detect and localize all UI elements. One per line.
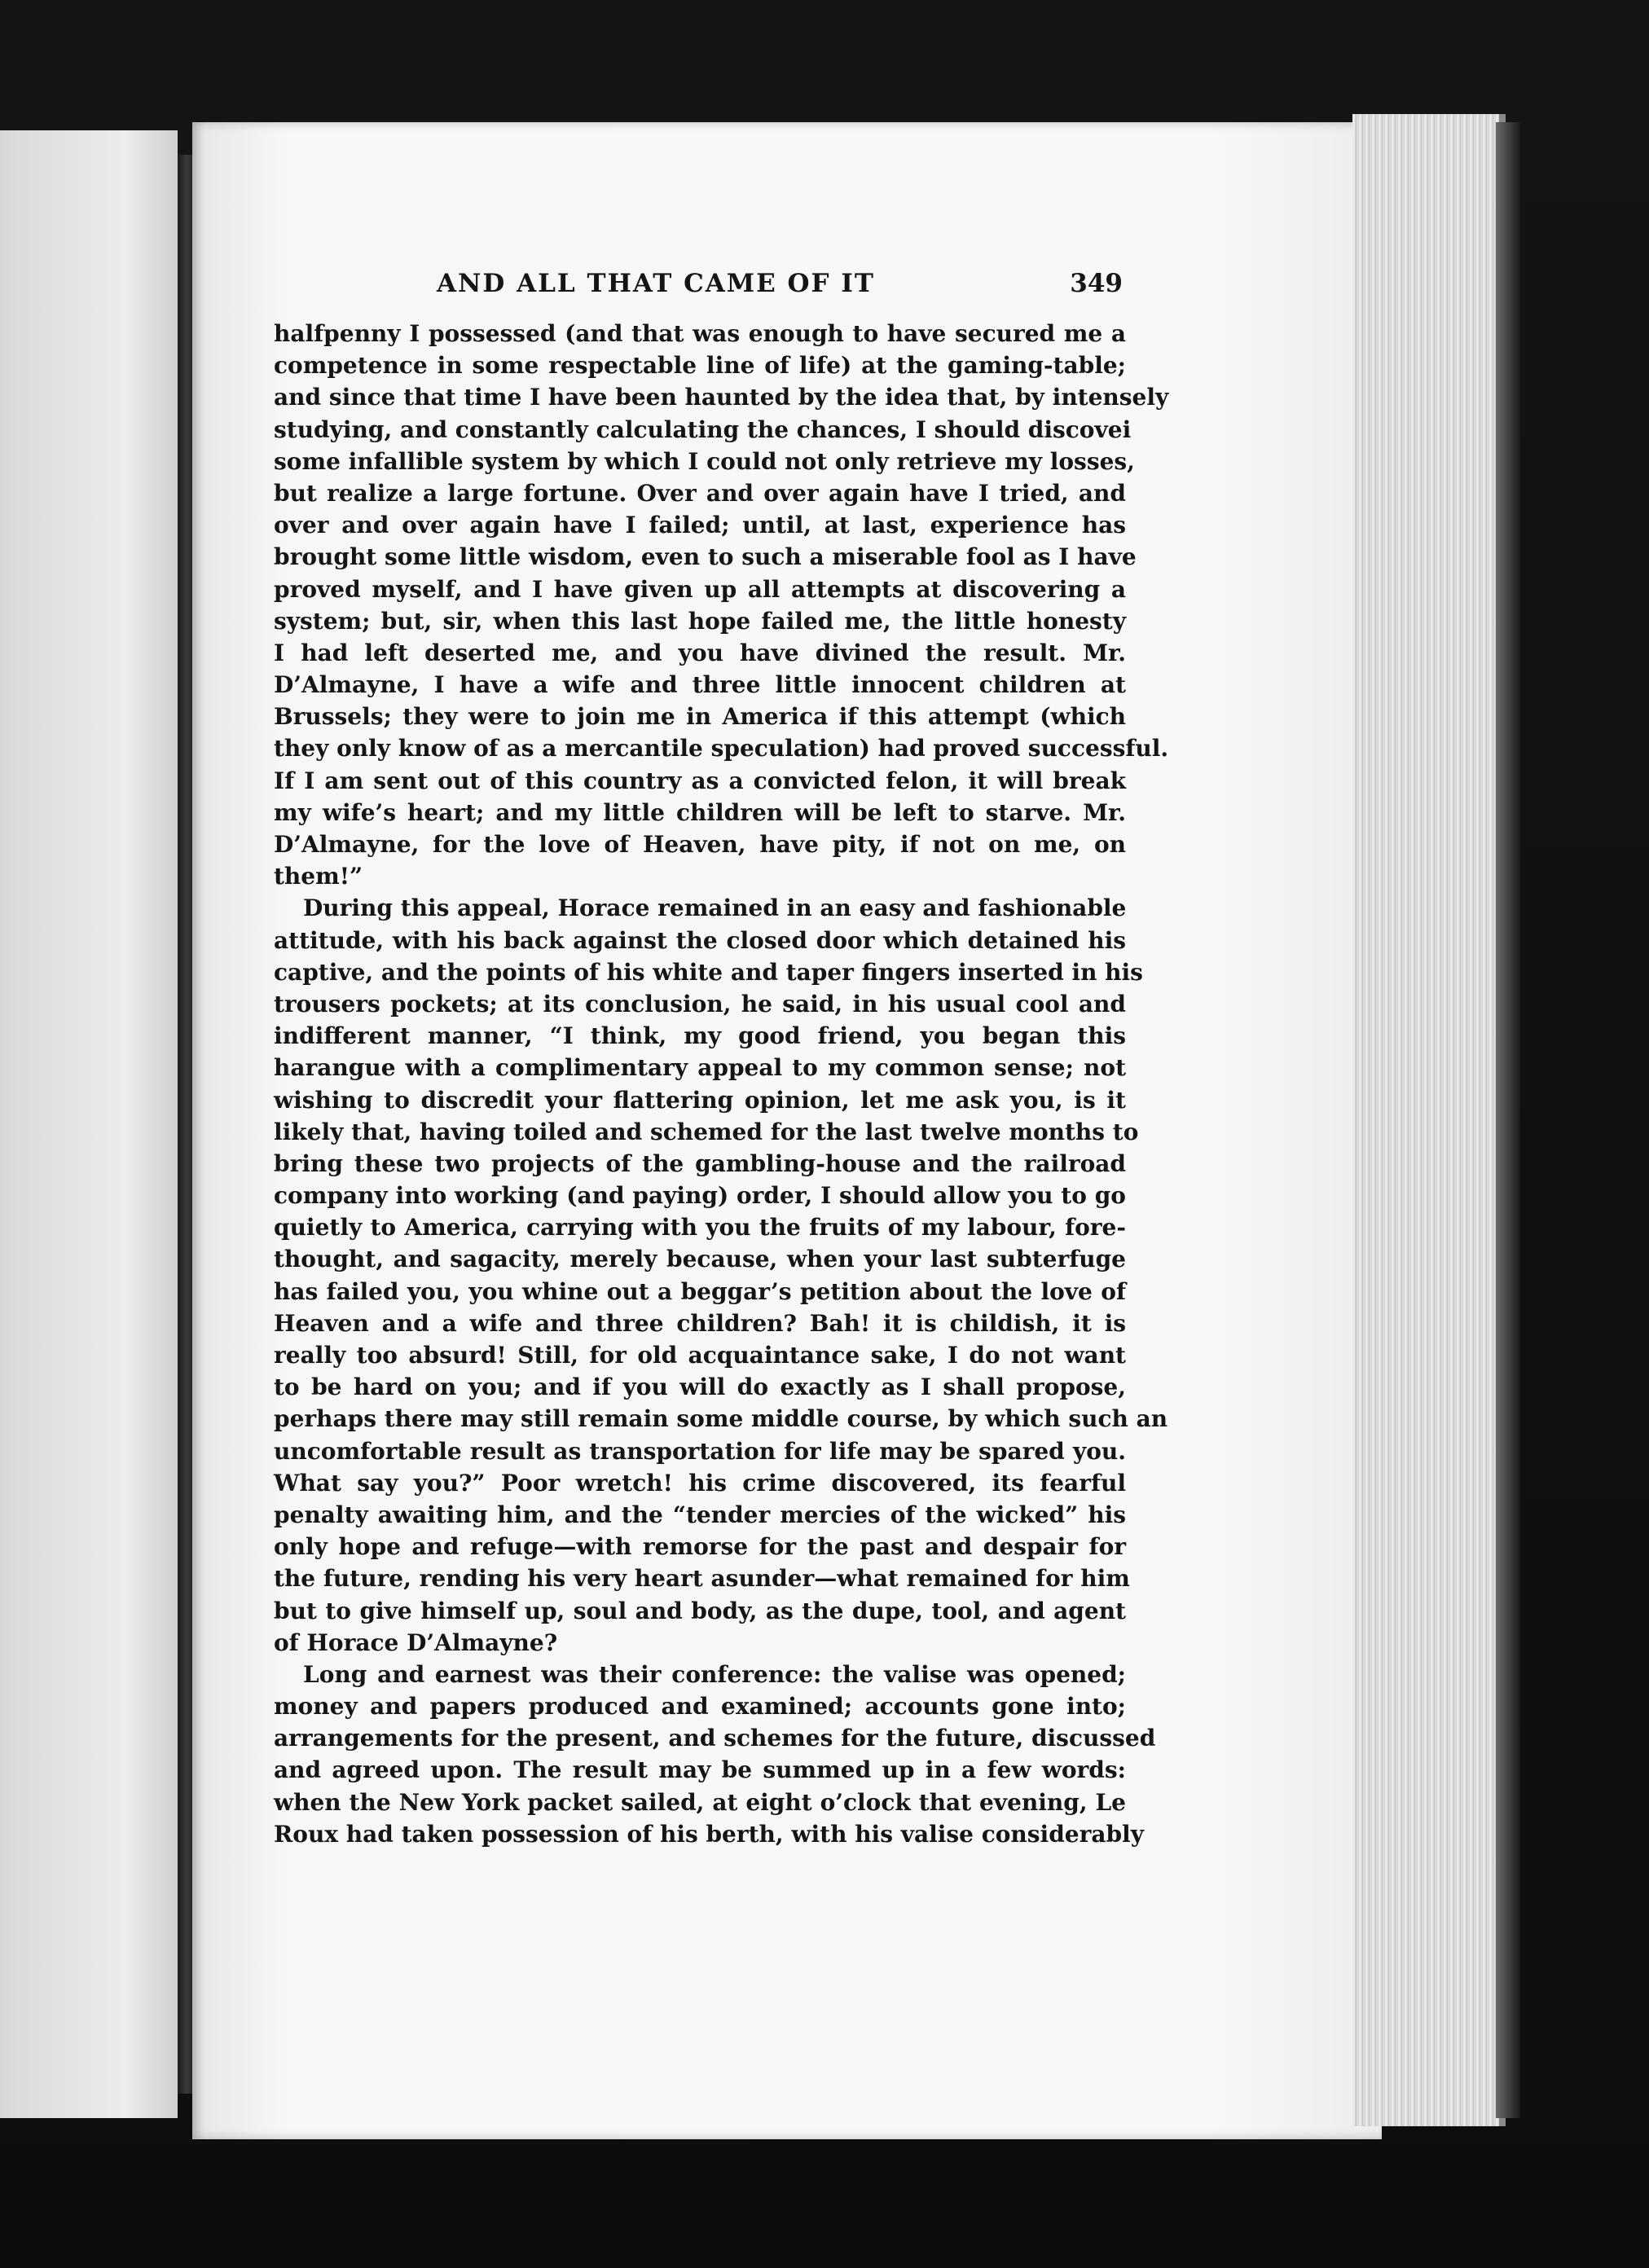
text-line: arrangements for the present, and schemes for the future, discussed [274,1725,1156,1752]
text-line: attitude, with his back against the closed door which detained his [274,926,1126,954]
text-line: What say you?” Poor wretch! his crime discovered, its fearful [274,1469,1126,1497]
text-line: the future, rending his very heart asunder—what remained for him [274,1565,1130,1593]
text-line: to be hard on you; and if you will do exactly as I shall propose, [274,1374,1126,1401]
text-line: my wife’s heart; and my little children will be left to starve. Mr. [274,798,1126,826]
text-line: harangue with a complimentary appeal to my common sense; not [274,1054,1126,1082]
text-line: penalty awaiting him, and the “tender mercies of the wicked” his [274,1501,1126,1528]
text-line: competence in some respectable line of life) at the gaming-table; [274,352,1126,380]
text-line: and since that time I have been haunted by the idea that, by intensely [274,384,1169,411]
text-line: quietly to America, carrying with you the fruits of my labour, fore- [274,1214,1126,1242]
text-line: perhaps there may still remain some middle course, by which such an [274,1405,1168,1433]
page-text [274,269,1169,1850]
text-line: likely that, having toiled and schemed for the last twelve months to [274,1118,1139,1145]
text-line: indifferent manner, “I think, my good friend, you began this [274,1022,1126,1050]
text-line: D’Almayne, for the love of Heaven, have pity, if not on me, on [274,831,1126,858]
text-line: During this appeal, Horace remained in an easy and fashionable [303,894,1127,922]
text-line: D’Almayne, I have a wife and three little innocent children at [274,671,1126,699]
text-line: but to give himself up, soul and body, as the dupe, tool, and agent [274,1597,1126,1624]
cover-edge [1496,122,1520,2118]
text-line: they only know of as a mercantile speculation) had proved successful. [274,735,1169,763]
text-line: when the New York packet sailed, at eight o’clock that evening, Le [274,1788,1126,1816]
text-line: of Horace D’Almayne? [274,1628,558,1656]
running-head [274,269,1126,318]
text-line: them!” [274,863,363,890]
text-line: money and papers produced and examined; accounts gone into; [274,1693,1126,1721]
text-line: wishing to discredit your flattering opinion, let me ask you, is it [274,1086,1126,1114]
text-line: has failed you, you whine out a beggar’s petition about the love of [274,1277,1126,1305]
text-line: uncomfortable result as transportation for life may be spared you. [274,1437,1126,1465]
text-line: system; but, sir, when this last hope failed me, the little honesty [274,607,1126,635]
page-number: 349 [1070,269,1123,298]
body-text [274,318,1169,1850]
text-line: Heaven and a wife and three children? Bah! it is childish, it is [274,1309,1126,1337]
running-title: AND ALL THAT CAME OF IT [437,269,875,298]
text-line: really too absurd! Still, for old acquaintance sake, I do not want [274,1342,1126,1369]
text-line: studying, and constantly calculating the chances, I should discovei [274,415,1132,443]
text-line: captive, and the points of his white and taper fingers inserted in his [274,958,1143,986]
text-line: some infallible system by which I could not only retrieve my losses, [274,447,1135,475]
text-line: Roux had taken possession of his berth, with his valise considerably [274,1820,1144,1848]
text-line: Long and earnest was their conference: the valise was opened; [303,1660,1126,1688]
text-line: I had left deserted me, and you have divined the result. Mr. [274,639,1126,666]
text-line: halfpenny I possessed (and that was enough to have secured me a [274,320,1126,347]
left-page-edge [0,130,178,2118]
text-line: trousers pockets; at its conclusion, he said, in his usual cool and [274,990,1126,1018]
text-line: Brussels; they were to join me in America if this attempt (which [274,703,1126,731]
text-line: brought some little wisdom, even to such a miserable fool as I have [274,543,1137,571]
text-line: but realize a large fortune. Over and over again have I tried, and [274,479,1126,507]
text-line: proved myself, and I have given up all attempts at discovering a [274,575,1126,603]
text-line: and agreed upon. The result may be summed up in a few words: [274,1756,1126,1784]
text-line: If I am sent out of this country as a convicted felon, it will break [274,767,1126,794]
text-line: bring these two projects of the gambling-house and the railroad [274,1149,1126,1177]
page-edges [1352,114,1506,2126]
text-line: company into working (and paying) order, I should allow you to go [274,1182,1126,1210]
text-line: thought, and sagacity, merely because, when your last subterfuge [274,1246,1126,1273]
text-line: only hope and refuge—with remorse for the past and despair for [274,1533,1126,1561]
text-line: over and over again have I failed; until, at last, experience has [274,512,1126,539]
